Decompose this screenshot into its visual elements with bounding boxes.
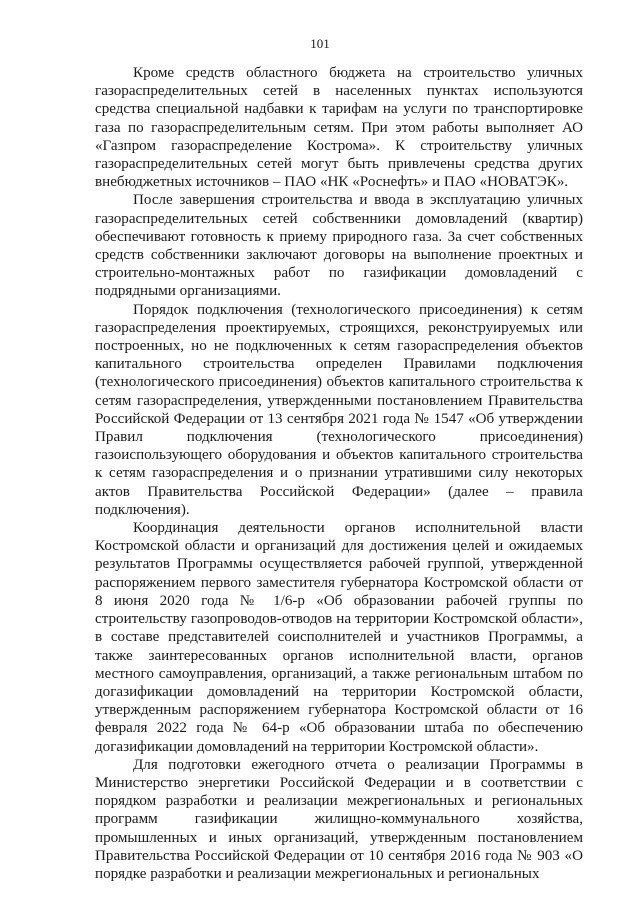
paragraph-owner-readiness: После завершения строительства и ввода в эксплуатацию уличных газораспределительных сетей собственники домовладений (квартир) обеспечивают готовность к приему природного газа. За счет собственных средств собственники заключают договоры на выполнение проектных и строительно-монтажных работ по газификации домовладений с подрядными организациями.	[95, 192, 583, 300]
document-body	[95, 64, 583, 883]
page-number: 101	[310, 36, 330, 51]
paragraph-coordination: Координация деятельности органов исполнительной власти Костромской области и организаций для достижения целей и ожидаемых результатов Программы осуществляется рабочей группой, утвержденной распоряжением первого заместителя губернатора Костромской области от 8 июня 2020 года № 1/6-р «Об образовании рабочей группы по строительству газопроводов-отводов на территории Костромской области», в составе представителей соисполнителей и участников Программы, а также заинтересованных органов исполнительной власти, органов местного самоуправления, организаций, а также региональным штабом по догазификации домовладений на территории Костромской области, утвержденным распоряжением губернатора Костромской области от 16 февраля 2022 года № 64-р «Об образовании штаба по обеспечению догазификации домовладений на территории Костромской области».	[95, 520, 583, 755]
paragraph-annual-report: Для подготовки ежегодного отчета о реализации Программы в Министерство энергетики Российской Федерации и в соответствии с порядком разработки и реализации межрегиональных и региональных программ газификации жилищно-коммунального хозяйства, промышленных и иных организаций, утвержденным постановлением Правительства Российской Федерации от 10 сентября 2016 года № 903 «О порядке разработки и реализации межрегиональных и региональных	[95, 756, 583, 882]
paragraph-budget-funding: Кроме средств областного бюджета на строительство уличных газораспределительных сетей в населенных пунктах используются средства специальной надбавки к тарифам на услуги по транспортировке газа по газораспределительным сетям. При этом работы выполняет АО «Газпром газораспределение Кострома». К строительству уличных газораспределительных сетей могут быть привлечены средства других внебюджетных источников – ПАО «НК «Роснефть» и ПАО «НОВАТЭК».	[95, 65, 583, 191]
paragraph-connection-rules: Порядок подключения (технологического присоединения) к сетям газораспределения проектируемых, строящихся, реконструируемых или построенных, но не подключенных к сетям газораспределения объектов капитального строительства определен Правилами подключения (технологического присоединения) объектов капитального строительства к сетям газораспределения, утвержденными постановлением Правительства Российской Федерации от 13 сентября 2021 года № 1547 «Об утверждении Правил подключения (технологического присоединения) газоиспользующего оборудования и объектов капитального строительства к сетям газораспределения и о признании утратившими силу некоторых актов Правительства Российской Федерации» (далее – правила подключения).	[95, 301, 583, 518]
